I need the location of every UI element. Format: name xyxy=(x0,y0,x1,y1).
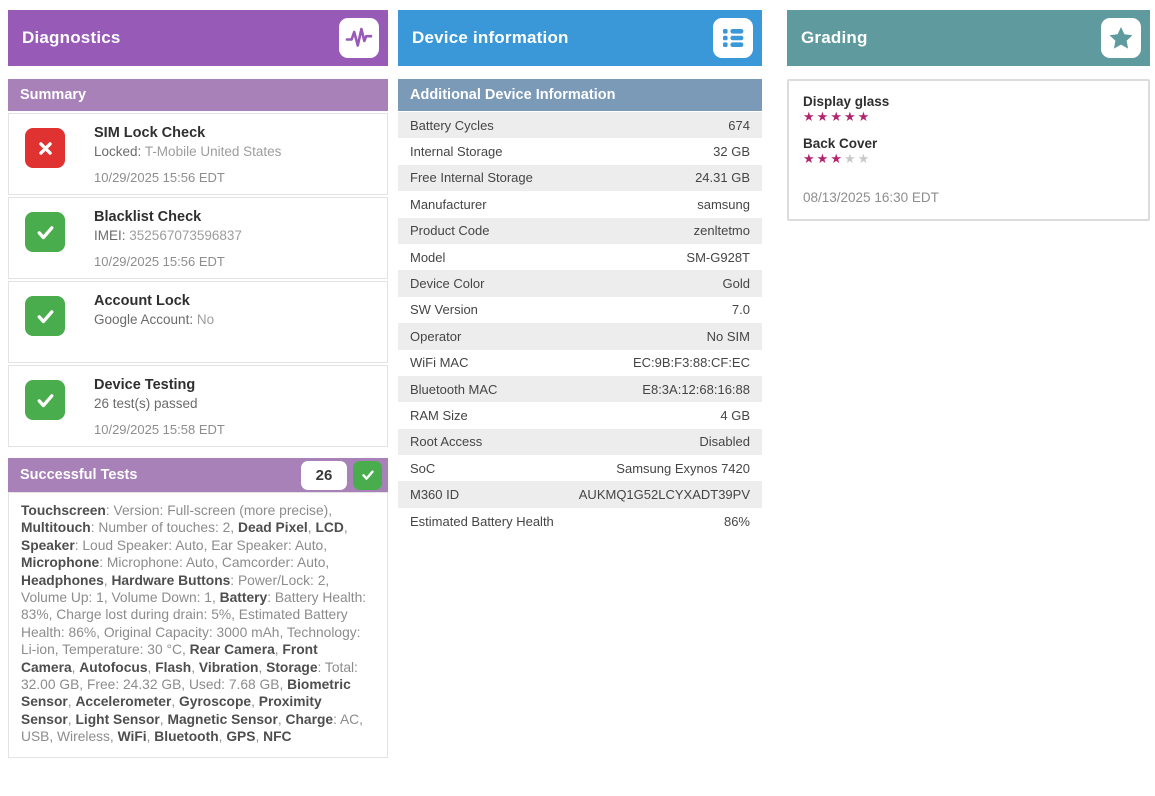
star-empty-icon: ★ xyxy=(843,151,858,166)
row-value: 4 GB xyxy=(720,407,750,423)
row-value: 32 GB xyxy=(713,144,750,160)
star-filled-icon: ★ xyxy=(816,109,831,124)
table-row xyxy=(398,508,762,534)
table-row xyxy=(398,244,762,270)
table-row xyxy=(398,270,762,296)
row-label: Free Internal Storage xyxy=(410,170,533,186)
grading-header xyxy=(787,10,1150,66)
summary-item-subtext xyxy=(94,312,387,327)
row-value: Samsung Exynos 7420 xyxy=(616,460,750,476)
row-label: RAM Size xyxy=(410,407,468,423)
diagnostics-title: Diagnostics xyxy=(22,28,121,47)
star-icon xyxy=(1101,18,1141,58)
star-rating xyxy=(803,152,1134,165)
row-value: Disabled xyxy=(699,434,750,450)
star-rating xyxy=(803,110,1134,123)
summary-item-label: Locked: xyxy=(94,144,142,159)
x-icon xyxy=(25,128,65,168)
row-label: Estimated Battery Health xyxy=(410,513,554,529)
table-row xyxy=(398,297,762,323)
row-value: samsung xyxy=(697,196,750,212)
summary-item xyxy=(8,281,388,363)
row-label: Battery Cycles xyxy=(410,117,494,133)
summary-item-value: No xyxy=(196,312,215,327)
table-row xyxy=(398,138,762,164)
check-icon xyxy=(25,380,65,420)
row-label: SW Version xyxy=(410,302,478,318)
summary-item-label: IMEI: xyxy=(94,228,126,243)
table-row xyxy=(398,165,762,191)
row-value: AUKMQ1G52LCYXADT39PV xyxy=(578,487,750,503)
row-label: Device Color xyxy=(410,276,485,292)
waveform-icon xyxy=(339,18,379,58)
grading-item xyxy=(803,136,1134,165)
row-value: 86% xyxy=(723,513,750,529)
successful-tests-text: Touchscreen: Version: Full-screen (more precise), Multitouch: Number of touches: 2, Dead Pixel, LCD, Speaker: Loud Speaker: Auto, Ear Speaker: Auto, Microphone: Microphone: Auto, Camcorder: Auto, Headphones, Hardware Buttons: Power/Lock: 2, Volume Up: 1, Volume Down: 1, Battery: Battery Health: 83%, Charge lost during drain: 5%, Estimated Battery Health: 86%, Original Capacity: 3000 mAh, Technology: Li-ion, Temperature: 30 °C, Rear Camera, Front Camera, Autofocus, Flash, Vibration, Storage: Total: 32.00 GB, Free: 24.32 GB, Used: 7.68 GB, Biometric Sensor, Accelerometer, Gyroscope, Proximity Sensor, Light Sensor, Magnetic Sensor, Charge: AC, USB, Wireless, WiFi, Bluetooth, GPS, NFC xyxy=(8,492,388,758)
check-icon xyxy=(25,296,65,336)
table-row xyxy=(398,350,762,376)
star-filled-icon: ★ xyxy=(803,109,817,124)
list-icon xyxy=(713,18,753,58)
table-row xyxy=(398,191,762,217)
summary-item-subtext xyxy=(94,228,387,243)
row-label: Root Access xyxy=(410,434,483,450)
row-label: Model xyxy=(410,249,446,265)
successful-tests-header xyxy=(8,458,388,492)
check-icon xyxy=(353,461,382,490)
grading-panel xyxy=(787,10,1150,221)
row-label: Manufacturer xyxy=(410,196,487,212)
check-icon xyxy=(25,212,65,252)
grading-timestamp: 08/13/2025 16:30 EDT xyxy=(803,190,939,205)
row-label: Bluetooth MAC xyxy=(410,381,498,397)
grading-list xyxy=(803,94,1134,165)
successful-tests-badges xyxy=(301,461,382,490)
row-label: Internal Storage xyxy=(410,144,503,160)
table-row xyxy=(398,218,762,244)
row-value: EC:9B:F3:88:CF:EC xyxy=(632,355,750,371)
summary-item-title: Blacklist Check xyxy=(94,209,202,225)
star-filled-icon: ★ xyxy=(857,109,872,124)
table-row xyxy=(398,323,762,349)
star-filled-icon: ★ xyxy=(843,109,858,124)
summary-item-title: SIM Lock Check xyxy=(94,125,206,141)
star-filled-icon: ★ xyxy=(803,151,817,166)
summary-item-timestamp: 10/29/2025 15:56 EDT xyxy=(94,254,225,269)
grading-title: Grading xyxy=(801,28,868,47)
summary-item xyxy=(8,197,388,279)
table-row xyxy=(398,376,762,402)
summary-item xyxy=(8,365,388,447)
row-label: Product Code xyxy=(410,223,490,239)
star-filled-icon: ★ xyxy=(830,109,844,124)
summary-item-timestamp: 10/29/2025 15:56 EDT xyxy=(94,170,225,185)
summary-item-title: Account Lock xyxy=(94,293,190,309)
row-value: 24.31 GB xyxy=(695,170,750,186)
summary-item-value: T-Mobile United States xyxy=(144,144,282,159)
row-label: M360 ID xyxy=(410,487,460,503)
summary-item-value: 352567073596837 xyxy=(129,228,242,243)
device-information-header xyxy=(398,10,762,66)
device-information-panel xyxy=(398,10,762,534)
table-row xyxy=(398,455,762,481)
table-row xyxy=(398,112,762,138)
additional-device-info-header xyxy=(398,79,762,111)
row-value: Gold xyxy=(722,276,750,292)
summary-item-label: Google Account: xyxy=(94,312,194,327)
summary-item-title: Device Testing xyxy=(94,377,196,393)
row-value: SM-G928T xyxy=(686,249,750,265)
device-info-table xyxy=(398,112,762,534)
row-label: SoC xyxy=(410,460,436,476)
table-row xyxy=(398,402,762,428)
grading-item xyxy=(803,94,1134,123)
successful-tests-title: Successful Tests xyxy=(20,467,138,483)
row-value: E8:3A:12:68:16:88 xyxy=(642,381,750,397)
star-filled-icon: ★ xyxy=(816,151,831,166)
summary-item-label: 26 test(s) passed xyxy=(94,396,198,411)
summary-item-subtext xyxy=(94,396,387,411)
row-value: No SIM xyxy=(706,328,750,344)
row-value: zenltetmo xyxy=(693,223,750,239)
diagnostics-panel xyxy=(8,10,388,758)
row-label: Operator xyxy=(410,328,462,344)
summary-list xyxy=(8,113,388,447)
device-information-title: Device information xyxy=(412,28,569,47)
summary-item xyxy=(8,113,388,195)
summary-item-subtext xyxy=(94,144,387,159)
summary-section-header xyxy=(8,79,388,111)
grading-item-label: Display glass xyxy=(803,94,890,109)
table-row xyxy=(398,481,762,507)
grading-card xyxy=(787,79,1150,221)
table-row xyxy=(398,429,762,455)
tests-count-badge: 26 xyxy=(301,461,347,490)
star-empty-icon: ★ xyxy=(857,151,872,166)
row-value: 7.0 xyxy=(731,302,750,318)
row-value: 674 xyxy=(728,117,750,133)
star-filled-icon: ★ xyxy=(830,151,844,166)
summary-item-timestamp: 10/29/2025 15:58 EDT xyxy=(94,422,225,437)
row-label: WiFi MAC xyxy=(410,355,469,371)
summary-title: Summary xyxy=(20,87,87,103)
additional-device-info-title: Additional Device Information xyxy=(410,87,616,103)
diagnostics-header xyxy=(8,10,388,66)
grading-item-label: Back Cover xyxy=(803,136,878,151)
